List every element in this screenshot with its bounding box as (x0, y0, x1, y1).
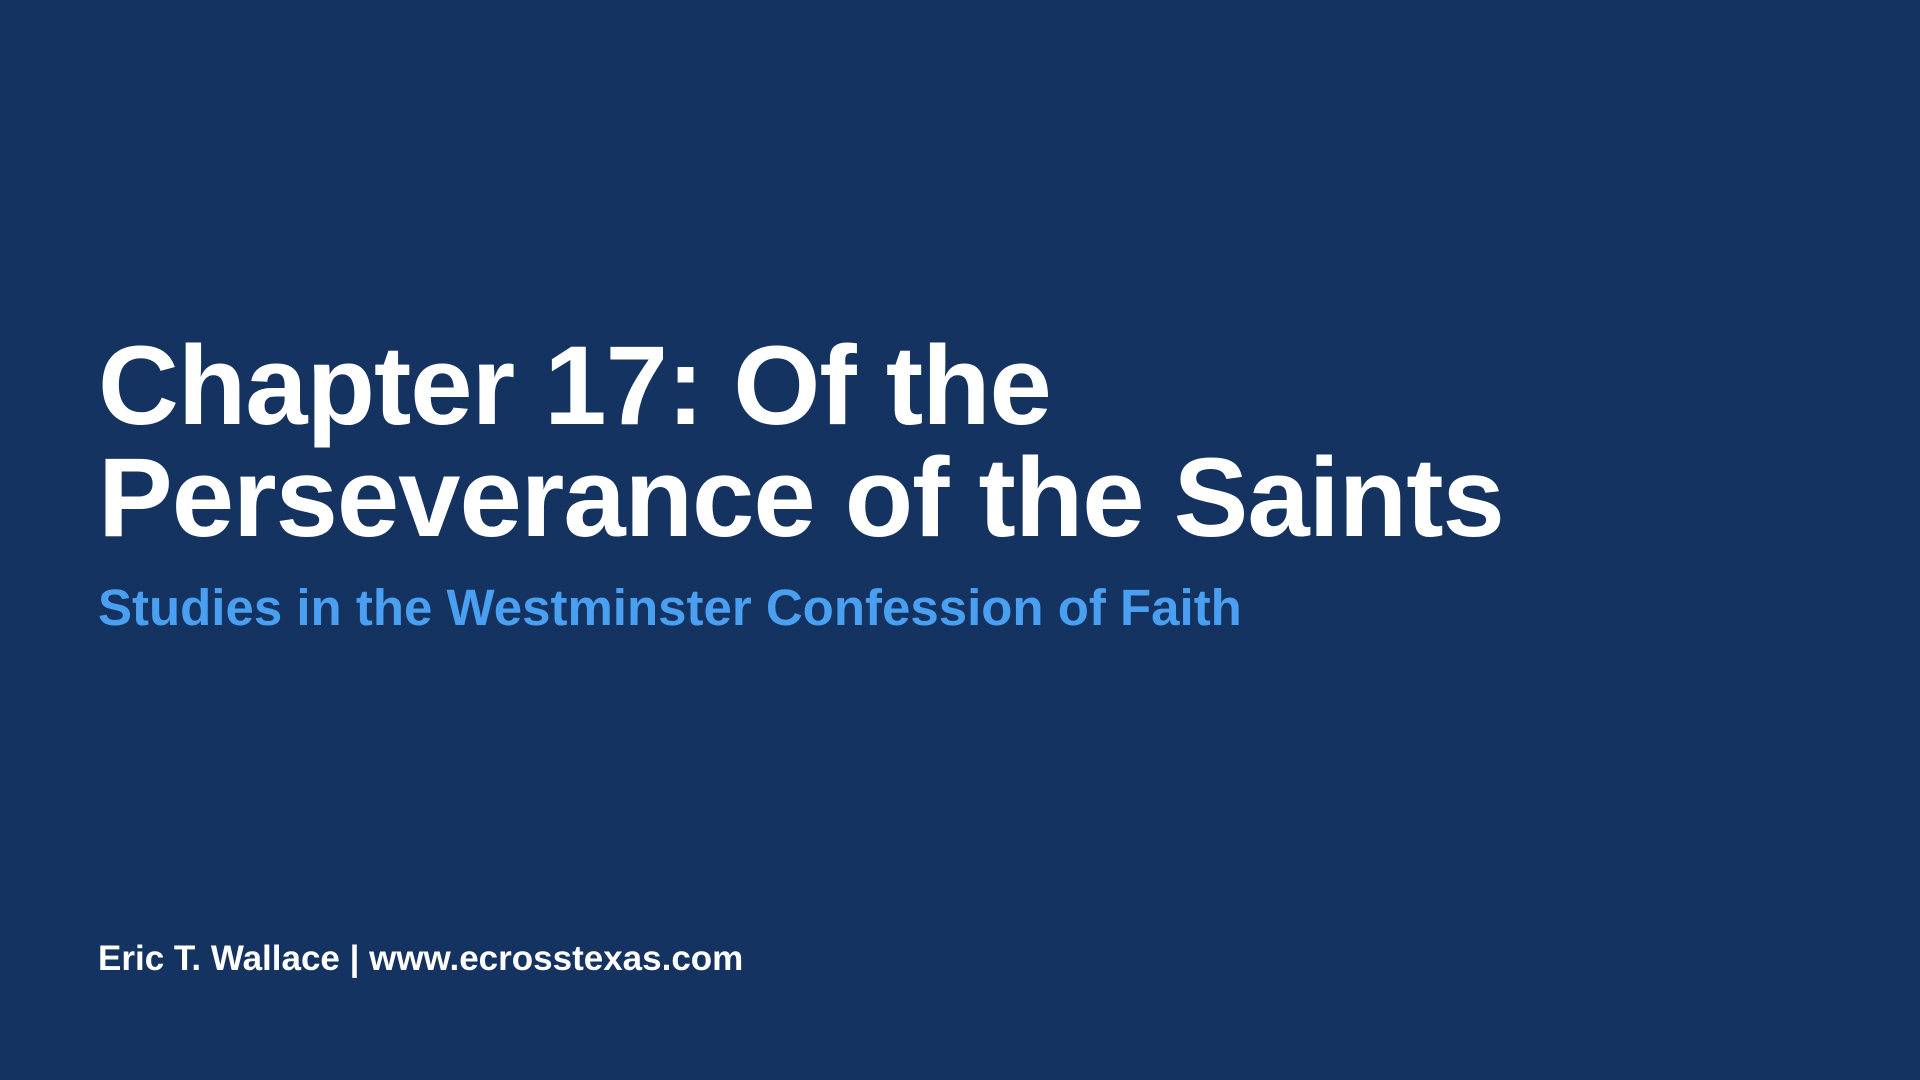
title-line-2: Perseverance of the Saints (98, 435, 1504, 560)
author-footer: Eric T. Wallace | www.ecrosstexas.com (98, 939, 744, 978)
subtitle: Studies in the Westminster Confession of Faith (98, 579, 1242, 636)
page-title (98, 323, 1798, 560)
title-line-1: Chapter 17: Of the (98, 323, 1051, 448)
